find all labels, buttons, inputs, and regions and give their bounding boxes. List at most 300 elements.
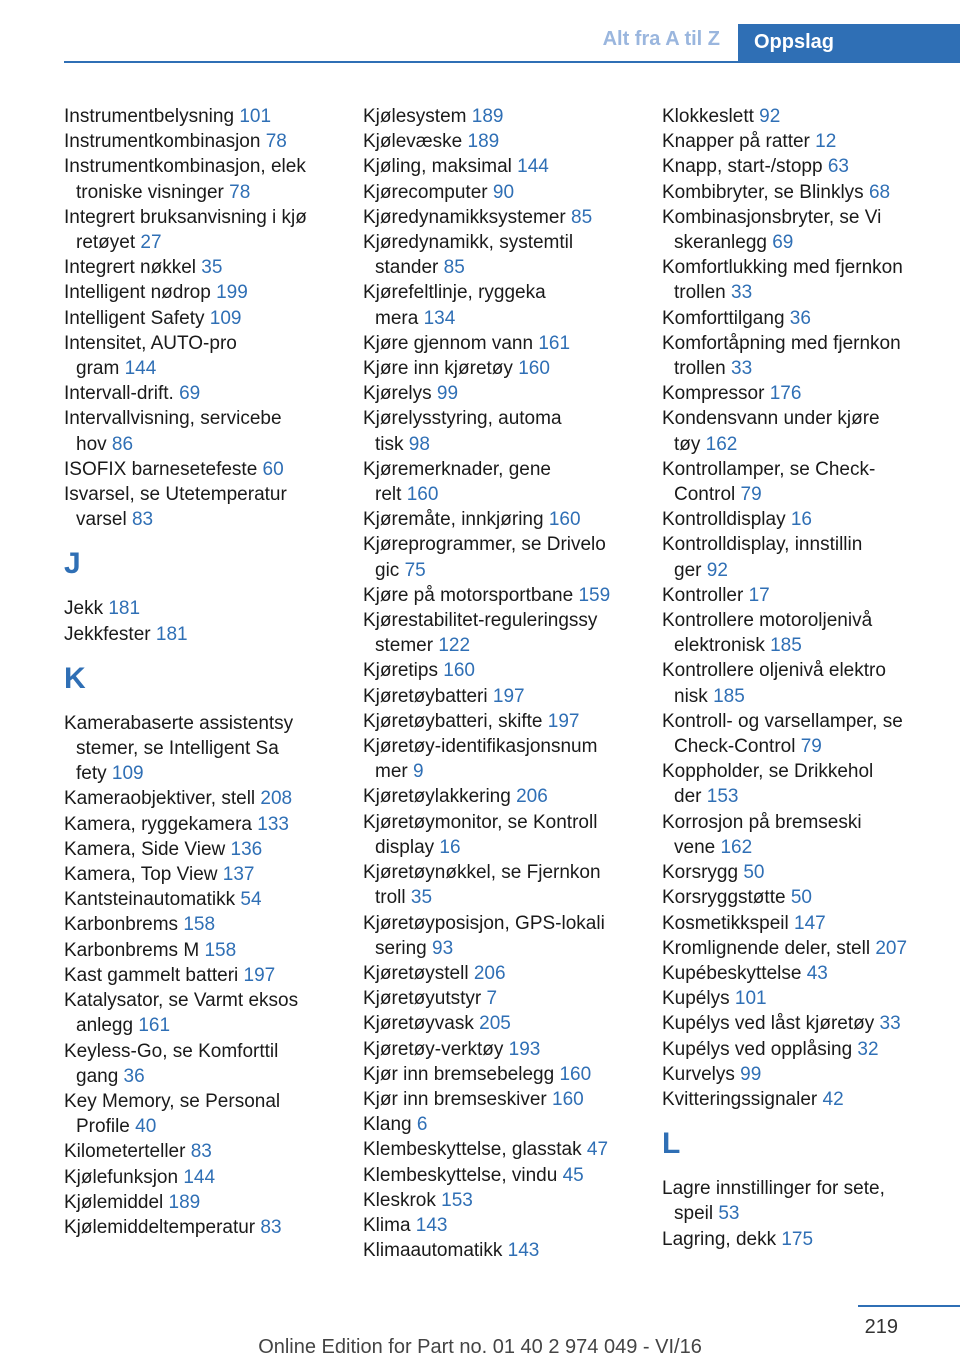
index-entry-term: Kupélys xyxy=(662,988,735,1010)
index-entry-term: Isvarsel, se Utetemperatur varsel xyxy=(64,484,287,531)
index-entry xyxy=(662,406,954,456)
index-entry-page-link[interactable]: 193 xyxy=(508,1038,541,1060)
index-entry-page-link[interactable]: 27 xyxy=(140,232,162,254)
index-entry-term: Kjøre inn kjøretøy xyxy=(363,358,519,380)
index-entry-term: Kombinasjonsbryter, se Vi skeranlegg xyxy=(662,206,882,254)
index-entry-term: Kjølemiddeltemperatur xyxy=(64,1216,261,1238)
index-entry xyxy=(64,938,336,963)
index-entry xyxy=(363,1238,635,1263)
index-entry-page-link[interactable]: 35 xyxy=(410,887,433,909)
index-entry-page-link[interactable]: 69 xyxy=(179,383,201,405)
index-entry xyxy=(64,1139,336,1164)
index-entry-page-link[interactable]: 17 xyxy=(748,584,770,606)
index-entry-page-link[interactable]: 144 xyxy=(183,1166,216,1188)
index-column-1 xyxy=(64,104,336,1240)
index-entry xyxy=(64,1089,336,1139)
index-entry-page-link[interactable]: 7 xyxy=(486,988,498,1010)
index-entry-term: Kjøretøystell xyxy=(363,962,474,984)
index-entry-term: Kast gammelt batteri xyxy=(64,964,244,986)
index-entry-page-link[interactable]: 75 xyxy=(404,559,426,581)
index-entry-term: Kombibryter, se Blinklys xyxy=(662,181,869,203)
index-entry-term: Klembeskyttelse, glasstak xyxy=(363,1139,587,1161)
index-entry xyxy=(363,684,635,709)
index-entry-term: Kupébeskyttelse xyxy=(662,962,807,984)
index-entry-term: Kjøremerknader, gene relt xyxy=(363,458,551,506)
index-entry xyxy=(363,583,635,608)
index-entry xyxy=(64,1190,336,1215)
index-entry xyxy=(662,885,954,910)
index-entry-page-link[interactable]: 6 xyxy=(416,1114,428,1136)
index-entry-page-link[interactable]: 92 xyxy=(759,106,781,127)
index-entry xyxy=(662,860,954,885)
index-entry xyxy=(662,961,954,986)
index-entry-term: Kjøretøynøkkel, se Fjernkon troll xyxy=(363,862,601,909)
index-entry xyxy=(363,205,635,230)
index-entry-page-link[interactable]: 90 xyxy=(492,181,515,203)
index-entry-term: Komfortåpning med fjernkon trollen xyxy=(662,332,901,380)
index-entry-page-link[interactable]: 50 xyxy=(790,887,812,909)
index-entry-term: Korsryggstøtte xyxy=(662,887,791,909)
index-entry xyxy=(363,1112,635,1137)
index-entry xyxy=(662,104,954,129)
edition-footer: Online Edition for Part no. 01 40 2 974 049 - VI/16 xyxy=(258,1336,702,1358)
index-entry-term: Kjøretøyutstyr xyxy=(363,988,487,1010)
index-entry xyxy=(363,658,635,683)
index-entry-page-link[interactable]: 207 xyxy=(875,937,908,959)
index-entry xyxy=(64,912,336,937)
index-entry-page-link[interactable]: 16 xyxy=(790,509,812,531)
index-entry-page-link[interactable]: 206 xyxy=(516,786,548,808)
index-entry-page-link[interactable]: 9 xyxy=(413,761,424,783)
index-entry-term: ISOFIX barnesetefeste xyxy=(64,458,263,480)
index-entry-term: Kjøredynamikk, systemtil stander xyxy=(363,232,574,279)
index-entry-page-link[interactable]: 181 xyxy=(108,598,141,620)
index-entry-term: Kjøreprogrammer, se Drivelo gic xyxy=(363,534,606,581)
index-entry-page-link[interactable]: 93 xyxy=(432,937,454,959)
index-entry xyxy=(662,1176,954,1226)
index-entry xyxy=(64,331,336,381)
index-entry-page-link[interactable]: 47 xyxy=(586,1139,609,1161)
index-entry-page-link[interactable]: 122 xyxy=(438,635,471,657)
index-entry-term: Karbonbrems M xyxy=(64,939,205,961)
index-entry-term: Kvitteringssignaler xyxy=(662,1088,823,1110)
index-entry-page-link[interactable]: 101 xyxy=(734,988,767,1010)
index-entry xyxy=(64,622,336,647)
index-entry-term: Intensitet, AUTO-pro gram xyxy=(64,332,237,380)
index-entry xyxy=(363,860,635,910)
index-entry-page-link[interactable]: 143 xyxy=(415,1214,448,1236)
index-entry xyxy=(662,709,954,759)
breadcrumb-section[interactable]: Alt fra A til Z xyxy=(602,28,720,50)
index-entry-term: Koppholder, se Drikkehol der xyxy=(662,761,874,808)
index-entry-page-link[interactable]: 78 xyxy=(229,181,251,203)
index-entry xyxy=(662,507,954,532)
index-entry-page-link[interactable]: 85 xyxy=(443,257,465,279)
index-entry xyxy=(363,507,635,532)
index-entry-page-link[interactable]: 36 xyxy=(123,1065,145,1087)
index-entry xyxy=(363,532,635,582)
index-entry-page-link[interactable]: 85 xyxy=(571,206,593,228)
index-entry-page-link[interactable]: 79 xyxy=(740,484,762,506)
index-entry xyxy=(363,709,635,734)
index-entry-page-link[interactable]: 101 xyxy=(239,106,272,127)
index-entry xyxy=(662,129,954,154)
index-entry-page-link[interactable]: 160 xyxy=(552,1088,584,1110)
index-entry-term: Klimaautomatikk xyxy=(363,1240,508,1262)
index-entry xyxy=(363,1188,635,1213)
index-entry-page-link[interactable]: 16 xyxy=(439,836,461,858)
index-entry xyxy=(662,608,954,658)
index-entry-page-link[interactable]: 99 xyxy=(740,1063,762,1085)
index-entry-term: Kjølefunksjon xyxy=(64,1166,184,1188)
index-entry-page-link[interactable]: 181 xyxy=(155,623,188,645)
index-entry-term: Kjøretøy-identifikasjonsnum mer xyxy=(363,736,598,783)
index-entry-term: Kontrollere oljenivå elektro nisk xyxy=(662,660,886,707)
index-entry-term: Klima xyxy=(363,1214,416,1236)
index-entry-term: Kjølesystem xyxy=(363,106,472,127)
index-entry-page-link[interactable]: 206 xyxy=(473,962,506,984)
index-entry-page-link[interactable]: 35 xyxy=(201,257,223,279)
footer-divider xyxy=(858,1305,960,1307)
index-entry-page-link[interactable]: 79 xyxy=(800,736,822,758)
index-entry xyxy=(363,784,635,809)
index-letter-heading: J xyxy=(64,547,81,581)
index-entry-page-link[interactable]: 160 xyxy=(518,358,550,380)
index-entry xyxy=(363,356,635,381)
index-entry-term: Kromlignende deler, stell xyxy=(662,937,876,959)
index-entry-term: Keyless-Go, se Komforttil gang xyxy=(64,1040,279,1087)
index-entry-page-link[interactable]: 109 xyxy=(111,763,144,785)
index-entry xyxy=(363,180,635,205)
index-entry-page-link[interactable]: 185 xyxy=(770,635,802,657)
index-entry-page-link[interactable]: 176 xyxy=(769,383,802,405)
index-entry-term: Kameraobjektiver, stell xyxy=(64,788,261,810)
index-entry-page-link[interactable]: 161 xyxy=(138,1015,171,1037)
index-entry-term: Kjørelysstyring, automa tisk xyxy=(363,408,562,455)
index-entry-term: Klembeskyttelse, vindu xyxy=(363,1164,563,1186)
index-entry-term: Intelligent Safety xyxy=(64,307,210,329)
index-entry xyxy=(662,180,954,205)
index-entry-term: Kontrollere motoroljenivå elektronisk xyxy=(662,610,873,657)
index-entry xyxy=(662,1011,954,1036)
index-entry-term: Kjøretøy-verktøy xyxy=(363,1038,509,1060)
index-entry xyxy=(662,986,954,1011)
index-entry-term: Karbonbrems xyxy=(64,914,184,936)
index-entry xyxy=(363,1087,635,1112)
index-entry xyxy=(363,1062,635,1087)
index-entry-term: Klokkeslett xyxy=(662,106,760,127)
index-entry-page-link[interactable]: 160 xyxy=(559,1063,592,1085)
index-entry-page-link[interactable]: 136 xyxy=(230,838,263,860)
index-entry-term: Integrert nøkkel xyxy=(64,257,202,279)
index-entry xyxy=(662,205,954,255)
index-entry xyxy=(64,596,336,621)
index-entry xyxy=(662,911,954,936)
index-entry xyxy=(64,711,336,787)
index-entry-page-link[interactable]: 199 xyxy=(216,282,248,304)
index-entry-term: Korrosjon på bremseski vene xyxy=(662,811,862,858)
index-entry xyxy=(64,381,336,406)
index-entry-page-link[interactable]: 162 xyxy=(720,836,753,858)
index-entry xyxy=(662,532,954,582)
index-entry xyxy=(64,457,336,482)
index-entry-page-link[interactable]: 68 xyxy=(868,181,891,203)
index-entry xyxy=(363,457,635,507)
index-entry-page-link[interactable]: 153 xyxy=(706,786,739,808)
index-entry-page-link[interactable]: 98 xyxy=(408,433,430,455)
index-entry-term: Kontrolldisplay xyxy=(662,509,791,531)
index-entry-page-link[interactable]: 147 xyxy=(794,912,826,934)
index-entry xyxy=(363,104,635,129)
index-entry-page-link[interactable]: 144 xyxy=(517,156,549,178)
index-entry xyxy=(363,331,635,356)
index-entry-page-link[interactable]: 197 xyxy=(547,710,580,732)
index-entry-page-link[interactable]: 42 xyxy=(822,1088,844,1110)
index-entry-term: Lagre innstillinger for sete, speil xyxy=(662,1178,885,1225)
index-entry-page-link[interactable]: 158 xyxy=(183,914,216,936)
index-entry-term: Kjølemiddel xyxy=(64,1191,169,1213)
index-entry xyxy=(662,1087,954,1112)
index-entry-term: Kjørecomputer xyxy=(363,181,493,203)
index-entry-term: Kjør inn bremsebelegg xyxy=(363,1063,560,1085)
index-entry-term: Key Memory, se Personal Profile xyxy=(64,1090,281,1138)
index-letter-heading: L xyxy=(662,1127,681,1161)
index-entry xyxy=(363,154,635,179)
index-entry-page-link[interactable]: 189 xyxy=(467,131,500,153)
index-column-2 xyxy=(363,104,635,1263)
index-entry xyxy=(363,608,635,658)
index-entry xyxy=(662,1227,954,1252)
index-entry xyxy=(363,1011,635,1036)
index-entry-page-link[interactable]: 60 xyxy=(262,458,284,480)
page-number: 219 xyxy=(864,1316,898,1338)
index-entry xyxy=(64,482,336,532)
index-entry xyxy=(64,1165,336,1190)
index-entry-page-link[interactable]: 208 xyxy=(260,788,293,810)
index-entry-term: Kjøretips xyxy=(363,660,444,682)
index-entry-page-link[interactable]: 162 xyxy=(705,433,738,455)
index-entry xyxy=(662,331,954,381)
index-entry-term: Kamera, ryggekamera xyxy=(64,813,258,835)
index-entry xyxy=(363,129,635,154)
index-entry-term: Knapper på ratter xyxy=(662,131,816,153)
index-entry xyxy=(363,911,635,961)
index-entry-page-link[interactable]: 83 xyxy=(131,509,154,531)
index-entry-page-link[interactable]: 185 xyxy=(713,685,745,707)
index-entry xyxy=(363,986,635,1011)
index-entry-term: Kontrolldisplay, innstillin ger xyxy=(662,534,863,581)
index-entry-page-link[interactable]: 133 xyxy=(257,813,289,835)
index-entry-page-link[interactable]: 205 xyxy=(479,1013,511,1035)
index-entry xyxy=(662,306,954,331)
index-entry xyxy=(363,734,635,784)
index-entry-page-link[interactable]: 158 xyxy=(204,939,237,961)
index-entry-term: Klang xyxy=(363,1114,417,1136)
index-entry-page-link[interactable]: 33 xyxy=(731,358,753,380)
index-entry-page-link[interactable]: 144 xyxy=(124,358,157,380)
index-entry-term: Komforttilgang xyxy=(662,307,790,329)
index-entry-term: Kupélys ved opplåsing xyxy=(662,1038,858,1060)
index-entry xyxy=(363,1213,635,1238)
index-entry-term: Kjørestabilitet-reguleringssy stemer xyxy=(363,610,598,657)
index-entry xyxy=(363,280,635,330)
index-entry-term: Kjøre gjennom vann xyxy=(363,332,539,354)
index-entry-page-link[interactable]: 69 xyxy=(772,232,794,254)
index-entry-page-link[interactable]: 54 xyxy=(240,889,262,911)
index-entry-page-link[interactable]: 137 xyxy=(222,864,255,886)
index-entry-term: Kjøretøybatteri xyxy=(363,685,493,707)
index-entry-page-link[interactable]: 78 xyxy=(265,131,287,153)
index-entry-term: Kantsteinautomatikk xyxy=(64,889,241,911)
index-entry xyxy=(662,457,954,507)
index-entry-term: Kjøremåte, innkjøring xyxy=(363,509,549,531)
index-entry xyxy=(64,406,336,456)
index-entry-term: Kompressor xyxy=(662,383,770,405)
index-entry xyxy=(64,280,336,305)
index-entry-page-link[interactable]: 32 xyxy=(857,1038,879,1060)
index-entry-page-link[interactable]: 92 xyxy=(706,559,728,581)
index-entry-term: Jekk xyxy=(64,598,109,620)
index-entry-page-link[interactable]: 50 xyxy=(743,862,765,884)
index-entry-term: Kjør inn bremseskiver xyxy=(363,1088,552,1110)
index-entry xyxy=(662,154,954,179)
index-entry xyxy=(662,810,954,860)
index-entry-page-link[interactable]: 134 xyxy=(423,307,456,329)
index-entry-term: Integrert bruksanvisning i kjø retøyet xyxy=(64,206,307,254)
index-entry-page-link[interactable]: 160 xyxy=(406,484,439,506)
index-entry-term: Kamera, Side View xyxy=(64,838,231,860)
index-entry xyxy=(64,154,336,204)
index-entry xyxy=(662,759,954,809)
index-entry-page-link[interactable]: 33 xyxy=(879,1013,901,1035)
index-entry-term: Kjølevæske xyxy=(363,131,468,153)
index-entry-term: Kondensvann under kjøre tøy xyxy=(662,408,880,455)
index-entry xyxy=(363,1037,635,1062)
index-entry-page-link[interactable]: 197 xyxy=(492,685,525,707)
index-entry-page-link[interactable]: 63 xyxy=(827,156,849,178)
index-entry-term: Kontroll- og varsellamper, se Check-Control xyxy=(662,710,903,758)
index-column-3 xyxy=(662,104,954,1252)
index-entry-page-link[interactable]: 175 xyxy=(781,1228,814,1250)
index-entry-term: Instrumentkombinasjon, elek troniske visninger xyxy=(64,156,306,203)
index-entry-page-link[interactable]: 86 xyxy=(111,433,134,455)
index-entry-page-link[interactable]: 153 xyxy=(441,1189,473,1211)
index-entry-term: Kontrollamper, se Check- Control xyxy=(662,458,876,506)
index-entry xyxy=(363,230,635,280)
index-entry xyxy=(363,1137,635,1162)
index-entry-page-link[interactable]: 36 xyxy=(789,307,811,329)
index-letter-heading: K xyxy=(64,661,86,695)
index-entry-term: Kjøretøyposisjon, GPS-lokali sering xyxy=(363,912,605,959)
index-entry xyxy=(64,129,336,154)
index-entry-page-link[interactable]: 83 xyxy=(260,1216,282,1238)
index-entry-page-link[interactable]: 189 xyxy=(168,1191,201,1213)
index-entry xyxy=(64,963,336,988)
tab-oppslag[interactable]: Oppslag xyxy=(738,24,960,61)
index-entry-term: Kjøretøybatteri, skifte xyxy=(363,710,548,732)
index-entry-page-link[interactable]: 99 xyxy=(436,383,459,405)
index-entry xyxy=(64,104,336,129)
index-entry-page-link[interactable]: 143 xyxy=(507,1240,540,1262)
index-entry-term: Lagring, dekk xyxy=(662,1228,782,1250)
index-entry-term: Kjøredynamikksystemer xyxy=(363,206,571,228)
index-entry xyxy=(363,961,635,986)
index-entry xyxy=(363,406,635,456)
index-entry xyxy=(64,255,336,280)
index-entry-page-link[interactable]: 83 xyxy=(190,1141,212,1163)
index-entry-term: Kjøretøylakkering xyxy=(363,786,517,808)
index-entry xyxy=(662,255,954,305)
index-entry-page-link[interactable]: 197 xyxy=(243,964,276,986)
index-entry xyxy=(64,205,336,255)
index-entry-page-link[interactable]: 159 xyxy=(578,584,611,606)
index-entry xyxy=(64,988,336,1038)
header-divider xyxy=(64,61,960,63)
index-entry-page-link[interactable]: 33 xyxy=(731,282,753,304)
index-entry-term: Kjøretøymonitor, se Kontroll display xyxy=(363,811,598,858)
index-entry xyxy=(363,1163,635,1188)
index-entry-page-link[interactable]: 43 xyxy=(806,962,828,984)
index-entry xyxy=(662,658,954,708)
index-entry xyxy=(64,306,336,331)
index-entry-term: Kilometerteller xyxy=(64,1141,191,1163)
index-entry-page-link[interactable]: 53 xyxy=(718,1203,740,1225)
index-entry xyxy=(662,1037,954,1062)
index-entry-page-link[interactable]: 160 xyxy=(443,660,475,682)
index-entry-term: Instrumentbelysning xyxy=(64,106,240,127)
index-entry-page-link[interactable]: 160 xyxy=(548,509,581,531)
index-entry xyxy=(662,583,954,608)
index-entry xyxy=(662,1062,954,1087)
index-entry-term: Knapp, start-/stopp xyxy=(662,156,828,178)
index-entry xyxy=(64,812,336,837)
index-entry-page-link[interactable]: 189 xyxy=(471,106,504,127)
index-entry-page-link[interactable]: 161 xyxy=(538,332,571,354)
index-entry xyxy=(64,837,336,862)
index-entry-term: Intelligent nødrop xyxy=(64,282,217,304)
index-entry xyxy=(64,786,336,811)
index-entry-term: Kjørelys xyxy=(363,383,437,405)
index-entry-term: Komfortlukking med fjernkon trollen xyxy=(662,257,903,304)
index-entry xyxy=(363,810,635,860)
index-entry xyxy=(363,381,635,406)
index-entry xyxy=(64,1039,336,1089)
index-entry-term: Katalysator, se Varmt eksos anlegg xyxy=(64,990,299,1037)
index-entry-page-link[interactable]: 40 xyxy=(135,1116,157,1138)
index-entry-term: Kontroller xyxy=(662,584,749,606)
index-entry-page-link[interactable]: 45 xyxy=(562,1164,584,1186)
index-entry-term: Jekkfester xyxy=(64,623,156,645)
index-entry xyxy=(662,381,954,406)
index-entry-term: Kosmetikkspeil xyxy=(662,912,794,934)
index-entry xyxy=(662,936,954,961)
index-entry-term: Instrumentkombinasjon xyxy=(64,131,266,153)
index-entry-term: Kurvelys xyxy=(662,1063,741,1085)
index-entry-term: Intervall-drift. xyxy=(64,383,180,405)
index-entry-term: Kjøling, maksimal xyxy=(363,156,518,178)
index-entry-term: Kleskrok xyxy=(363,1189,442,1211)
index-entry-term: Kjøretøyvask xyxy=(363,1013,480,1035)
index-entry-term: Kjørefeltlinje, ryggeka mera xyxy=(363,282,546,329)
index-entry-term: Kupélys ved låst kjøretøy xyxy=(662,1013,880,1035)
index-entry-term: Intervallvisning, servicebe hov xyxy=(64,408,282,455)
index-entry xyxy=(64,1215,336,1240)
index-entry-term: Korsrygg xyxy=(662,862,744,884)
index-entry-page-link[interactable]: 12 xyxy=(815,131,837,153)
index-entry xyxy=(64,862,336,887)
index-entry-page-link[interactable]: 109 xyxy=(209,307,242,329)
index-entry xyxy=(64,887,336,912)
